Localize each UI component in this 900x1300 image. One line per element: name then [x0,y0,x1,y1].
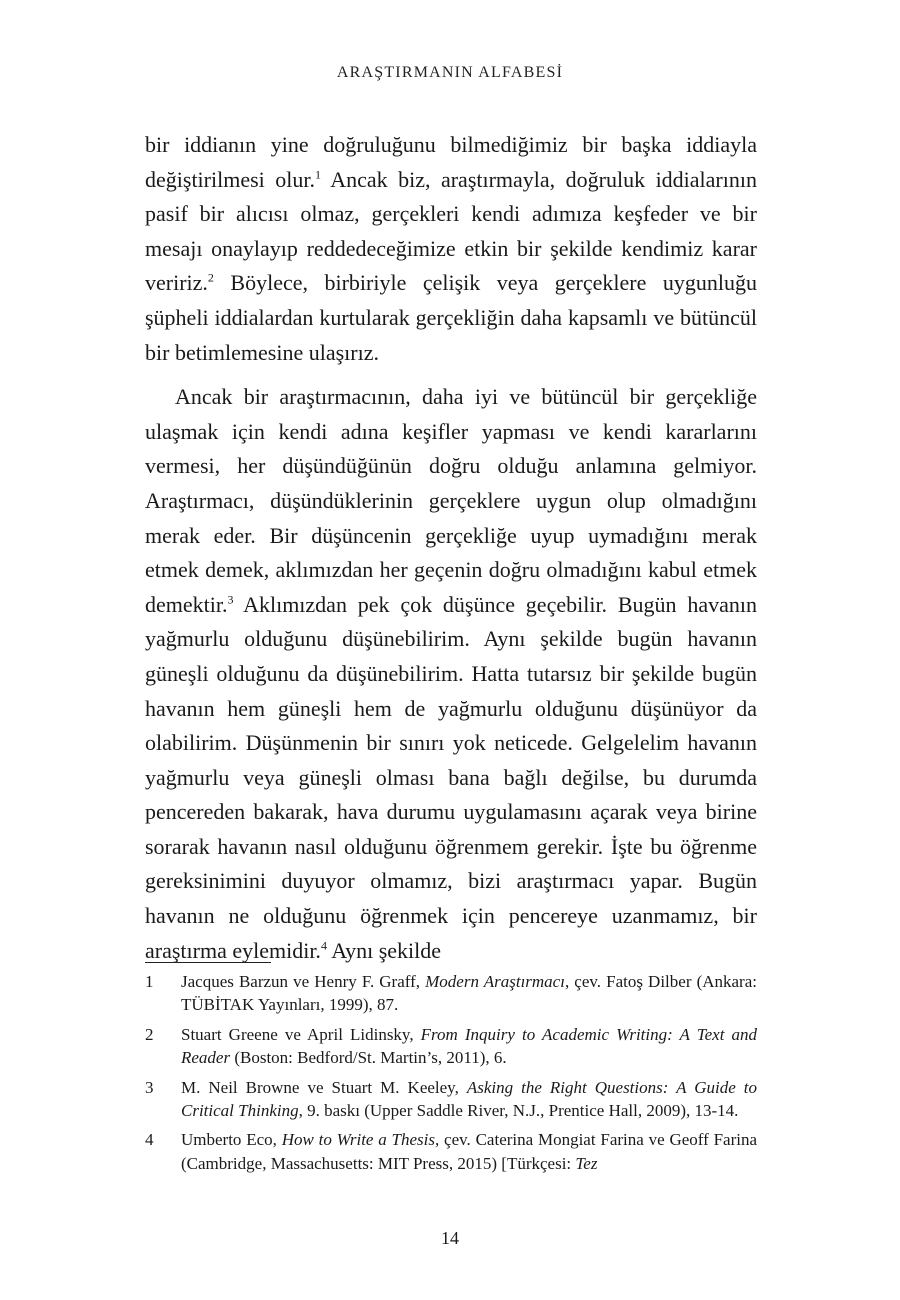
footnote [145,970,757,1017]
footnote-number: 2 [145,1024,154,1044]
footnote-ref-2: 2 [207,271,214,286]
text-segment: Aklımızdan pek çok düşünce geçebilir. Bugün havanın yağmurlu olduğunu düşünebilirim. Aynı şekilde bugün havanın güneşli olduğunu da düşünebilirim. Hatta tutarsız bir şekilde bugün havanın hem güneşli hem de yağmurlu olduğunu düşünüyor da olabilirim. Düşünmenin bir sınırı yok neticede. Gelgelelim havanın yağmurlu veya güneşli olması bana bağlı değilse, bu durumda pencereden bakarak, hava durumu uygulamasını açarak veya birine sorarak havanın nasıl olduğunu öğrenmem gerekir. İşte bu öğrenme gereksinimini duyuyor olmamız, bizi araştırmacı yapar. Bugün havanın ne olduğunu öğrenmek için pencereye uzanmamız, bir araştırma eylemidir. [145,591,757,963]
text-segment: , çev. Caterina Mongiat Farina ve Geoff Farina (Cambridge, Massachusetts: MIT Press, 2015) [Türkçesi: [181,1130,758,1173]
footnotes [145,970,757,1181]
text-segment: Böylece, birbiriyle çelişik veya gerçeklere uygunluğu şüpheli iddialardan kurtularak gerçekliğin daha kapsamlı ve bütüncül bir betimlemesine ulaşırız. [145,270,757,365]
text-segment: Aynı şekilde [326,937,442,963]
book-title: Tez [575,1153,598,1173]
footnote [145,1023,757,1070]
footnote-text [181,1076,757,1123]
page-number: 14 [441,1228,459,1248]
paragraph-1 [145,128,757,370]
text-segment: Jacques Barzun ve Henry F. Graff, [181,972,426,991]
book-title: Asking the Right Questions: A Guide to Critical Thinking [181,1077,757,1121]
text-segment: bir iddianın yine doğruluğunu bilmediğimiz bir başka iddiayla değiştirilmesi olur. [145,132,757,192]
footnote-text [181,1128,757,1175]
footnote-number: 1 [145,972,154,991]
text-segment: Umberto Eco, [181,1130,282,1150]
footnote-ref-4: 4 [320,938,327,953]
footnote-separator [145,962,271,963]
text-segment: (Boston: Bedford/St. Martin’s, 2011), 6. [230,1048,507,1068]
footnote-ref-3: 3 [227,592,234,607]
book-title: Modern Araştırmacı [425,972,565,991]
footnote-number: 3 [145,1077,154,1097]
book-title: From Inquiry to Academic Writing: A Text and Reader [181,1024,758,1068]
footnote [145,1128,757,1175]
footnote-number: 4 [145,1130,154,1150]
footnote-text [181,970,757,1017]
paragraph-2 [145,380,757,968]
text-segment: Stuart Greene ve April Lidinsky, [181,1024,421,1044]
text-segment: Ancak biz, araştırmayla, doğruluk iddialarının pasif bir alıcısı olmaz, gerçekleri kendi adımıza keşfeder ve bir mesajı onaylayıp reddedeceğimize etkin bir şekilde kendimiz karar veririz. [145,166,757,296]
running-head: ARAŞTIRMANIN ALFABESİ [336,64,564,81]
body-text [145,128,757,968]
text-segment: , 9. baskı (Upper Saddle River, N.J., Prentice Hall, 2009), 13-14. [298,1101,739,1121]
footnote-text [181,1023,757,1070]
footnote-ref-1: 1 [314,167,321,182]
book-title: How to Write a Thesis [281,1130,436,1150]
text-segment: Ancak bir araştırmacının, daha iyi ve bütüncül bir gerçekliğe ulaşmak için kendi adına keşifler yapması ve kendi kararlarını vermesi, her düşündüğünün doğru olduğu anlamına gelmiyor. Araştırmacı, düşündüklerinin gerçeklere uygun olup olmadığını merak eder. Bir düşüncenin gerçekliğe uyup uymadığını merak etmek demek, aklımızdan her geçenin doğru olmadığını kabul etmek demektir. [145,384,757,617]
text-segment: , çev. Fatoş Dilber (Ankara: TÜBİTAK Yayınları, 1999), 87. [181,972,757,1015]
text-segment: M. Neil Browne ve Stuart M. Keeley, [181,1077,467,1097]
footnote [145,1076,757,1123]
